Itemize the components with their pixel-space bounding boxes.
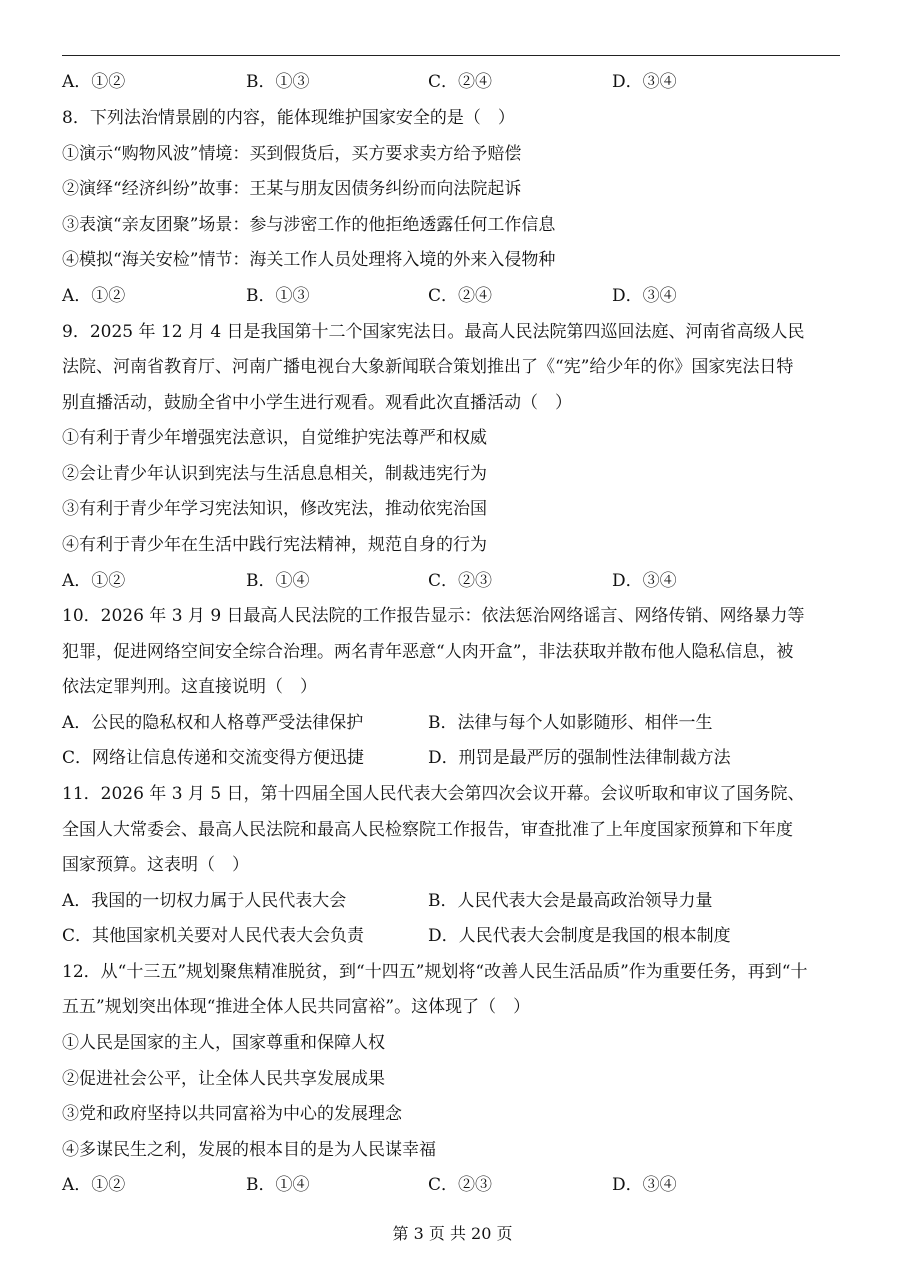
q12-item-4: ④多谋民生之利，发展的根本目的是为人民谋幸福 [62,1140,436,1160]
q12-option-a: A．①② [62,1175,126,1195]
q11-option-b: B．人民代表大会是最高政治领导力量 [428,891,713,911]
q12-option-b: B．①④ [246,1175,310,1195]
q11-option-d: D．人民代表大会制度是我国的根本制度 [428,926,731,946]
q11-option-c: C．其他国家机关要对人民代表大会负责 [62,926,365,946]
q9-item-1: ①有利于青少年增强宪法意识，自觉维护宪法尊严和权威 [62,428,487,448]
q10-stem-line-1: 10．2026 年 3 月 9 日最高人民法院的工作报告显示：依法惩治网络谣言、网络传销、网络暴力等 [62,606,805,626]
q12-stem-line-1: 12．从“十三五”规划聚焦精准脱贫，到“十四五”规划将“改善人民生活品质”作为重要任务，再到“十 [62,962,808,982]
q11-option-a: A．我国的一切权力属于人民代表大会 [62,891,347,911]
q7-option-d: D．③④ [612,72,677,92]
q10-stem-line-3: 依法定罪判刑。这直接说明（ ） [62,677,317,697]
q10-option-d: D．刑罚是最严厉的强制性法律制裁方法 [428,748,731,768]
q12-option-c: C．②③ [428,1175,493,1195]
q10-option-a: A．公民的隐私权和人格尊严受法律保护 [62,713,364,733]
q9-stem-line-3: 别直播活动，鼓励全省中小学生进行观看。观看此次直播活动（ ） [62,393,572,413]
q9-option-b: B．①④ [246,571,310,591]
q9-stem-line-2: 法院、河南省教育厅、河南广播电视台大象新闻联合策划推出了《“宪”给少年的你》国家宪法日特 [62,357,794,377]
q8-stem: 8．下列法治情景剧的内容，能体现维护国家安全的是（ ） [62,108,515,128]
q11-stem-line-1: 11．2026 年 3 月 5 日，第十四届全国人民代表大会第四次会议开幕。会议听取和审议了国务院、 [62,784,805,804]
q12-item-3: ③党和政府坚持以共同富裕为中心的发展理念 [62,1104,402,1124]
q9-stem-line-1: 9．2025 年 12 月 4 日是我国第十二个国家宪法日。最高人民法院第四巡回法庭、河南省高级人民 [62,322,805,342]
q10-stem-line-2: 犯罪，促进网络空间安全综合治理。两名青年恶意“人肉开盒”，非法获取并散布他人隐私信息，被 [62,642,794,662]
q12-item-2: ②促进社会公平，让全体人民共享发展成果 [62,1069,385,1089]
q9-item-4: ④有利于青少年在生活中践行宪法精神，规范自身的行为 [62,535,487,555]
q8-option-d: D．③④ [612,286,677,306]
q7-option-a: A．①② [62,72,126,92]
q9-option-a: A．①② [62,571,126,591]
q8-option-c: C．②④ [428,286,493,306]
q8-item-2: ②演绎“经济纠纷”故事：王某与朋友因债务纠纷而向法院起诉 [62,179,522,199]
q12-item-1: ①人民是国家的主人，国家尊重和保障人权 [62,1033,385,1053]
q11-stem-line-3: 国家预算。这表明（ ） [62,855,249,875]
q12-option-d: D．③④ [612,1175,677,1195]
q8-option-a: A．①② [62,286,126,306]
q8-item-3: ③表演“亲友团聚”场景：参与涉密工作的他拒绝透露任何工作信息 [62,215,556,235]
q9-item-3: ③有利于青少年学习宪法知识，修改宪法，推动依宪治国 [62,499,487,519]
q10-option-b: B．法律与每个人如影随形、相伴一生 [428,713,713,733]
q10-option-c: C．网络让信息传递和交流变得方便迅捷 [62,748,365,768]
q8-item-1: ①演示“购物风波”情境：买到假货后，买方要求卖方给予赔偿 [62,144,522,164]
q9-option-d: D．③④ [612,571,677,591]
q8-option-b: B．①③ [246,286,310,306]
header-rule [62,55,840,56]
q12-stem-line-2: 五五”规划突出体现“推进全体人民共同富裕”。这体现了（ ） [62,997,531,1017]
q11-stem-line-2: 全国人大常委会、最高人民法院和最高人民检察院工作报告，审查批准了上年度国家预算和下年度 [62,820,793,840]
q7-option-c: C．②④ [428,72,493,92]
q9-option-c: C．②③ [428,571,493,591]
q7-option-b: B．①③ [246,72,310,92]
q8-item-4: ④模拟“海关安检”情节：海关工作人员处理将入境的外来入侵物种 [62,250,556,270]
page-footer: 第 3 页 共 20 页 [392,1224,513,1243]
q9-item-2: ②会让青少年认识到宪法与生活息息相关，制裁违宪行为 [62,464,487,484]
